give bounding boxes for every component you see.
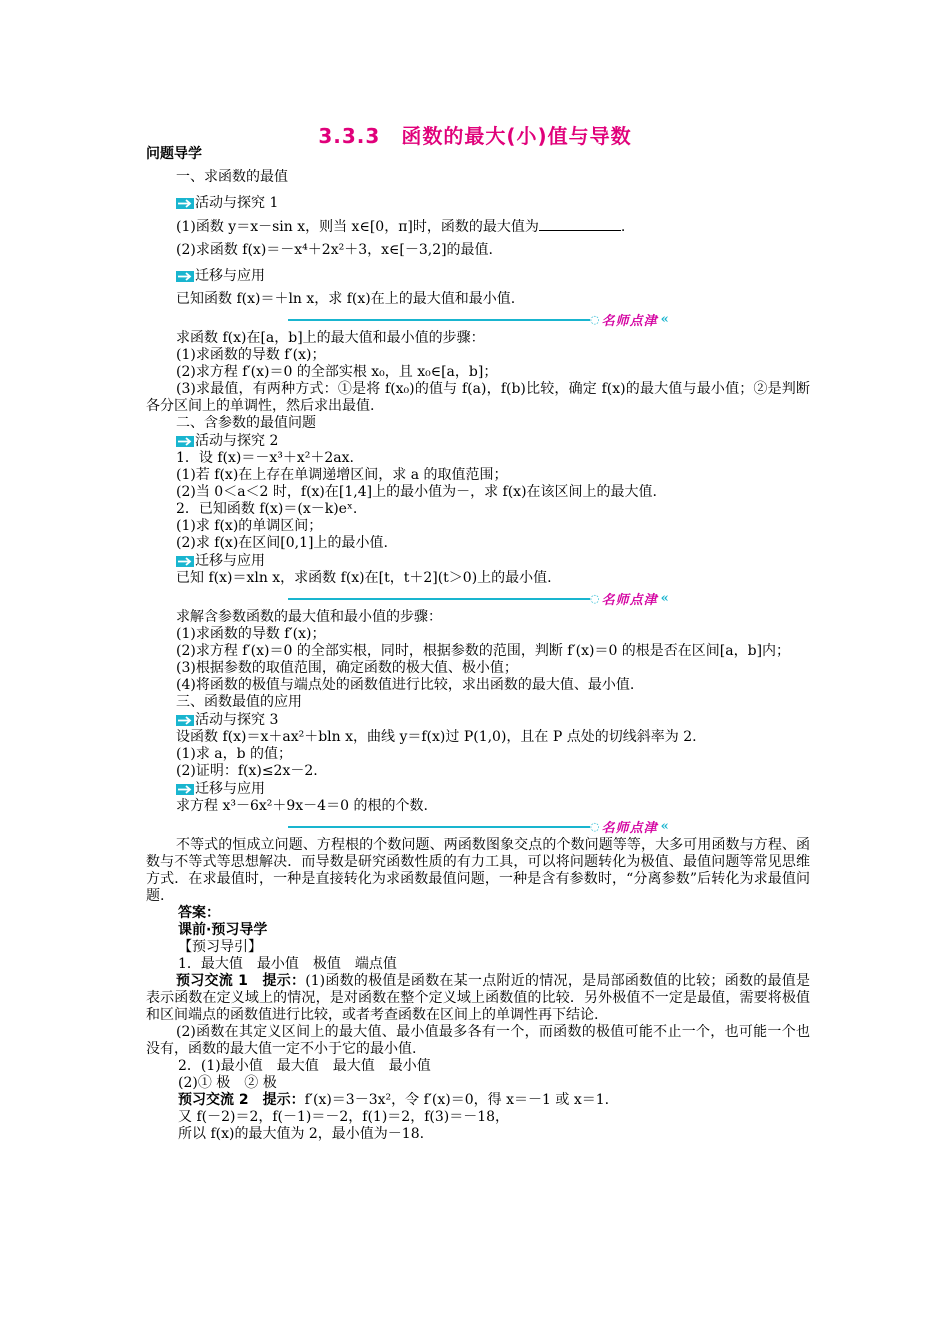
tips-badge [590,817,669,835]
arrow-icon [176,714,194,727]
hint-label: 提示： [262,1092,305,1108]
tips-badge [590,310,669,328]
part2-line: (2)当 0＜a＜2 时，f(x)在[1,4]上的最小值为－，求 f(x)在该区间上的最大值. [176,484,657,500]
part2-line: (1)若 f(x)在上存在单调递增区间，求 a 的取值范围； [176,467,508,483]
activity-label: 活动与探究 2 [195,433,279,449]
arrow-icon [176,555,194,568]
badge-text: 名师点津 [601,313,658,329]
activity-label: 活动与探究 1 [195,195,279,211]
part1-transfer [146,267,810,285]
part2-line: (2)求 f(x)在区间[0,1]上的最小值. [176,535,388,551]
divider-rule [288,826,590,828]
double-chevron-icon: « [660,818,669,834]
tip-line: (2)求方程 f′(x)＝0 的全部实根 x₀，且 x₀∈[a，b]； [176,364,498,380]
hint-label: 提示： [262,973,306,989]
tip-line: (3)求最值，有两种方式：①是将 f(x₀)的值与 f(a)，f(b)比较，确定 f(x)的最大值与最小值；②是判断各分区间上的单调性，然后求出最值. [146,381,810,414]
part3-transfer-question: 求方程 x³－6x²＋9x－4＝0 的根的个数. [176,798,428,814]
document-body [146,146,810,1143]
exchange-2-line3: 所以 f(x)的最大值为 2，最小值为－18. [178,1126,425,1142]
answer-blank [539,218,621,231]
exchange-label: 预习交流 1 [176,973,248,989]
part3-line: (2)证明：f(x)≤2x－2. [176,763,318,779]
tip-line: (1)求函数的导数 f′(x)； [176,626,326,642]
exchange-label: 预习交流 2 [178,1092,249,1108]
part3-line: (1)求 a，b 的值； [176,746,293,762]
arrow-icon [176,270,194,283]
double-chevron-icon: « [660,590,669,606]
part2-transfer-question: 已知 f(x)＝xln x，求函数 f(x)在[t，t＋2](t＞0)上的最小值. [176,570,552,586]
question-end: . [620,219,626,235]
answer-2: 2．(1)最小值 最大值 最大值 最小值 [178,1058,431,1074]
part1-question-1 [146,218,810,236]
part3-transfer [146,780,810,798]
arrow-icon [176,435,194,448]
divider-rule [288,598,590,600]
answer-2b: (2)① 极 ② 极 [178,1075,277,1091]
page-title: 3.3.3 函数的最大(小)值与导数 [318,124,632,148]
tip-line: (3)根据参数的取值范围，确定函数的极大值、极小值； [176,660,518,676]
part2-activity [146,432,810,450]
badge-dot-icon: ◌ [590,591,600,605]
answers-label: 答案： [178,905,220,921]
exchange-2 [146,1092,810,1109]
transfer-label: 迁移与应用 [195,553,265,569]
answers-section: 课前·预习导学 [178,922,268,938]
tip-line: (2)求方程 f′(x)＝0 的全部实根，同时，根据参数的范围，判断 f′(x)＝0 的根是否在区间[a，b]内； [176,643,791,659]
part2-line: (1)求 f(x)的单调区间； [176,518,323,534]
tips-divider [146,589,810,607]
tips-divider [146,310,810,328]
tip-line: (4)将函数的极值与端点处的函数值进行比较，求出函数的最大值、最小值. [176,677,635,693]
part2-heading: 二、含参数的最值问题 [176,415,316,431]
arrow-icon [176,197,194,210]
answers-guide: 【预习导引】 [178,939,262,955]
tip-line: 求解含参数函数的最大值和最小值的步骤： [176,609,442,625]
transfer-label: 迁移与应用 [195,781,265,797]
exchange-text: (1)函数的极值是函数在某一点附近的情况，是局部函数值的比较；函数的最值是表示函数在定义域上的情况，是对函数在整个定义域上函数值的比较．另外极值不一定是最值，需要将极值和区间端点的函数值进行比较，或者考查函数在区间上的单调性再下结论. [146,973,811,1023]
arrow-icon [176,783,194,796]
tip-line: (1)求函数的导数 f′(x)； [176,347,326,363]
part3-heading: 三、函数最值的应用 [176,694,302,710]
badge-dot-icon: ◌ [590,819,600,833]
tips-badge [590,589,669,607]
part3-tip: 不等式的恒成立问题、方程根的个数问题、两函数图象交点的个数问题等等，大多可用函数与方程、函数与不等式等思想解决．而导数是研究函数性质的有力工具，可以将问题转化为极值、最值问题等常见思维方式．在求最值时，一种是直接转化为求函数最值问题，一种是含有参数时，“分离参数”后转化为求最值问题. [146,837,810,904]
part2-line: 2．已知函数 f(x)＝(x－k)eˣ. [176,501,358,517]
double-chevron-icon: « [660,311,669,327]
exchange-2-line2: 又 f(－2)＝2，f(－1)＝－2，f(1)＝2，f(3)＝－18， [178,1109,510,1125]
answer-1: 1．最大值 最小值 极值 端点值 [178,956,397,972]
exchange-1-part2: (2)函数在其定义区间上的最大值、最小值最多各有一个，而函数的极值可能不止一个，也可能一个也没有，函数的最大值一定不小于它的最小值. [146,1024,810,1057]
part2-transfer [146,552,810,570]
part3-activity [146,711,810,729]
question-text: (1)函数 y＝x－sin x，则当 x∈[0，π]时，函数的最大值为 [176,219,539,235]
part2-line: 1．设 f(x)＝－x³＋x²＋2ax. [176,450,354,466]
transfer-label: 迁移与应用 [195,268,265,284]
tips-divider [146,817,810,835]
badge-text: 名师点津 [601,592,658,608]
section-heading: 问题导学 [146,146,202,162]
part1-transfer-question: 已知函数 f(x)＝＋ln x，求 f(x)在上的最大值和最小值. [176,291,516,307]
activity-label: 活动与探究 3 [195,712,279,728]
part1-activity [146,194,810,212]
badge-dot-icon: ◌ [590,312,600,326]
part1-question-2: (2)求函数 f(x)＝－x⁴＋2x²＋3，x∈[－3,2]的最值. [176,242,494,258]
exchange-1 [146,973,810,1024]
part3-line: 设函数 f(x)＝x＋ax²＋bln x，曲线 y＝f(x)过 P(1,0)，且在 P 点处的切线斜率为 2. [176,729,697,745]
part1-heading: 一、求函数的最值 [176,169,288,185]
tip-line: 求函数 f(x)在[a，b]上的最大值和最小值的步骤： [176,330,485,346]
divider-rule [288,319,590,321]
exchange-text: f′(x)＝3－3x²，令 f′(x)＝0，得 x＝－1 或 x＝1. [304,1092,610,1108]
badge-text: 名师点津 [601,820,658,836]
